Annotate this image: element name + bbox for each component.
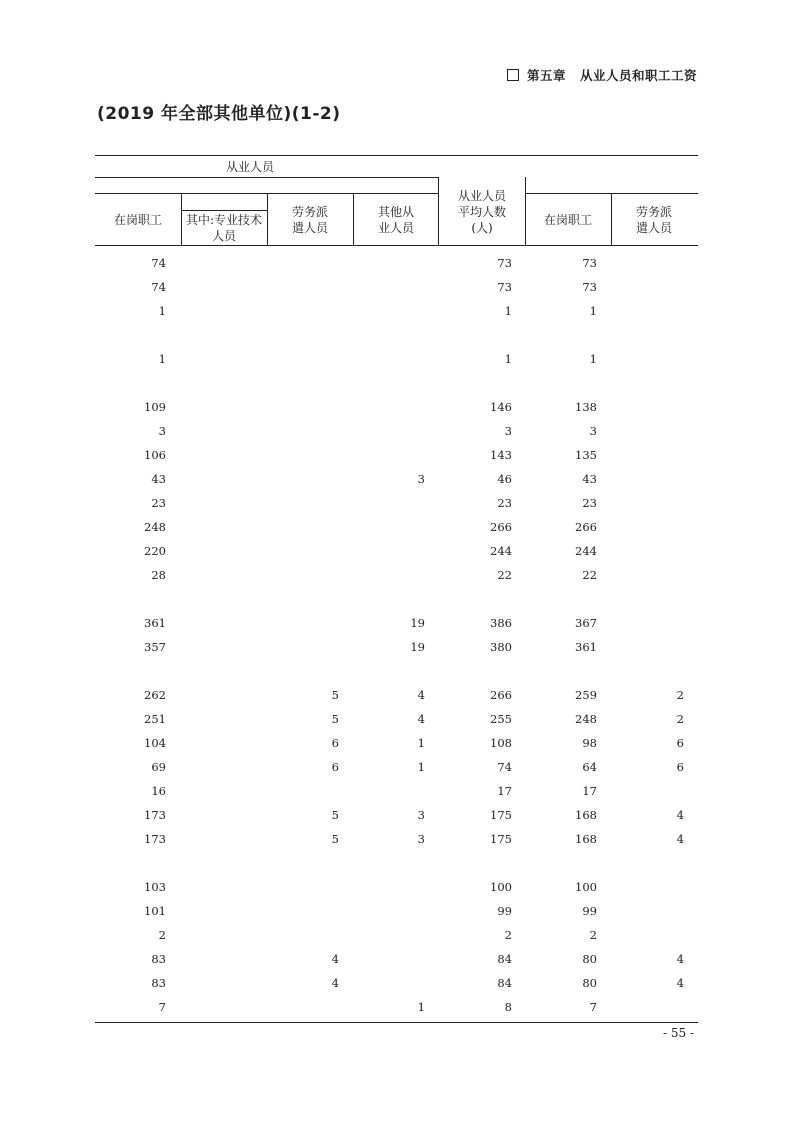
table-cell: 101 (144, 904, 166, 918)
table-cell: 248 (144, 520, 166, 534)
table-cell: 73 (497, 256, 512, 270)
table-cell: 17 (497, 784, 512, 798)
table-cell: 22 (497, 568, 512, 582)
table-cell: 109 (144, 400, 166, 414)
table-cell: 108 (490, 736, 512, 750)
table-cell: 6 (331, 736, 339, 750)
table-cell: 175 (490, 808, 512, 822)
chapter-header (507, 66, 697, 84)
table-cell: 73 (582, 256, 597, 270)
table-top-rule (95, 155, 698, 156)
table-cell: 4 (676, 952, 684, 966)
table-cell: 2 (676, 688, 684, 702)
table-cell: 4 (417, 712, 425, 726)
table-cell: 3 (589, 424, 597, 438)
table-cell: 4 (331, 952, 339, 966)
table-cell: 3 (417, 472, 425, 486)
table-cell: 23 (582, 496, 597, 510)
table-cell: 138 (575, 400, 597, 414)
table-cell: 266 (575, 520, 597, 534)
header-dispatched-2: 劳务派遣人员 (635, 205, 672, 235)
table-cell: 100 (575, 880, 597, 894)
table-cell: 43 (151, 472, 166, 486)
table-cell: 5 (331, 712, 339, 726)
table-cell: 1 (417, 736, 425, 750)
table-cell: 5 (331, 808, 339, 822)
table-cell: 84 (497, 952, 512, 966)
table-cell: 99 (497, 904, 512, 918)
table-cell: 1 (158, 352, 166, 366)
table-cell: 1 (504, 352, 512, 366)
table-cell: 7 (589, 1000, 597, 1014)
table-cell: 28 (151, 568, 166, 582)
table-cell: 6 (676, 760, 684, 774)
table-cell: 98 (582, 736, 597, 750)
table-cell: 19 (410, 616, 425, 630)
table-cell: 64 (582, 760, 597, 774)
header-group: 从业人员 (225, 160, 274, 174)
chapter-number: 第五章 (526, 68, 566, 83)
table-cell: 7 (158, 1000, 166, 1014)
header-dispatched: 劳务派遣人员 (291, 205, 328, 235)
table-cell: 3 (417, 808, 425, 822)
table-cell: 251 (144, 712, 166, 726)
table-cell: 1 (504, 304, 512, 318)
table-cell: 74 (151, 256, 166, 270)
table-cell: 22 (582, 568, 597, 582)
table-cell: 1 (417, 760, 425, 774)
table-cell: 83 (151, 952, 166, 966)
table-cell: 4 (676, 832, 684, 846)
table-cell: 266 (490, 688, 512, 702)
table-cell: 1 (589, 352, 597, 366)
table-cell: 106 (144, 448, 166, 462)
col-divider-2 (267, 193, 268, 245)
square-icon (507, 69, 519, 81)
table-cell: 3 (417, 832, 425, 846)
table-cell: 8 (504, 1000, 512, 1014)
table-cell: 175 (490, 832, 512, 846)
table-cell: 168 (575, 832, 597, 846)
col-divider-1 (181, 193, 182, 245)
table-cell: 1 (589, 304, 597, 318)
table-cell: 104 (144, 736, 166, 750)
table-cell: 361 (144, 616, 166, 630)
chapter-title: 从业人员和职工工资 (579, 68, 697, 83)
table-cell: 173 (144, 832, 166, 846)
table-cell: 220 (144, 544, 166, 558)
table-cell: 244 (490, 544, 512, 558)
table-cell: 69 (151, 760, 166, 774)
header-prof-tech: 其中:专业技术人员 (185, 213, 263, 243)
prof-tech-rule (181, 210, 267, 211)
table-cell: 248 (575, 712, 597, 726)
table-cell: 80 (582, 952, 597, 966)
table-cell: 259 (575, 688, 597, 702)
table-cell: 5 (331, 688, 339, 702)
table-cell: 386 (490, 616, 512, 630)
col-divider-6 (611, 193, 612, 245)
col-divider-3 (353, 193, 354, 245)
table-cell: 1 (158, 304, 166, 318)
header-in-post-2: 在岗职工 (543, 213, 592, 227)
header-bottom-rule (95, 245, 698, 246)
table-cell: 2 (589, 928, 597, 942)
table-cell: 103 (144, 880, 166, 894)
table-cell: 4 (417, 688, 425, 702)
table-cell: 255 (490, 712, 512, 726)
table-cell: 3 (504, 424, 512, 438)
table-cell: 23 (151, 496, 166, 510)
header-avg-employed: 从业人员平均人数(人) (457, 189, 506, 235)
table-cell: 17 (582, 784, 597, 798)
table-cell: 173 (144, 808, 166, 822)
table-cell: 4 (676, 808, 684, 822)
table-cell: 4 (676, 976, 684, 990)
table-cell: 83 (151, 976, 166, 990)
table-cell: 16 (151, 784, 166, 798)
table-cell: 4 (331, 976, 339, 990)
table-cell: 74 (497, 760, 512, 774)
table-cell: 43 (582, 472, 597, 486)
col-divider-4 (438, 177, 439, 245)
table-cell: 361 (575, 640, 597, 654)
table-cell: 380 (490, 640, 512, 654)
table-cell: 80 (582, 976, 597, 990)
group-header-rule (95, 177, 438, 178)
table-cell: 143 (490, 448, 512, 462)
table-cell: 5 (331, 832, 339, 846)
table-cell: 23 (497, 496, 512, 510)
table-cell: 6 (331, 760, 339, 774)
table-cell: 168 (575, 808, 597, 822)
table-cell: 100 (490, 880, 512, 894)
table-cell: 2 (504, 928, 512, 942)
table-cell: 73 (497, 280, 512, 294)
table-cell: 46 (497, 472, 512, 486)
table-cell: 73 (582, 280, 597, 294)
table-cell: 146 (490, 400, 512, 414)
table-cell: 135 (575, 448, 597, 462)
col-divider-5 (525, 177, 526, 245)
table-cell: 6 (676, 736, 684, 750)
table-cell: 367 (575, 616, 597, 630)
table-cell: 244 (575, 544, 597, 558)
header-in-post: 在岗职工 (113, 213, 162, 227)
table-cell: 1 (417, 1000, 425, 1014)
table-cell: 2 (676, 712, 684, 726)
page-number: - 55 - (662, 1026, 694, 1040)
table-cell: 262 (144, 688, 166, 702)
table-cell: 357 (144, 640, 166, 654)
table-cell: 19 (410, 640, 425, 654)
table-cell: 2 (158, 928, 166, 942)
table-cell: 74 (151, 280, 166, 294)
table-cell: 3 (158, 424, 166, 438)
table-cell: 84 (497, 976, 512, 990)
table-bottom-rule (95, 1022, 698, 1023)
table-cell: 99 (582, 904, 597, 918)
header-others: 其他从业人员 (377, 205, 414, 235)
table-cell: 266 (490, 520, 512, 534)
table-title: (2019 年全部其他单位)(1-2) (97, 104, 341, 124)
